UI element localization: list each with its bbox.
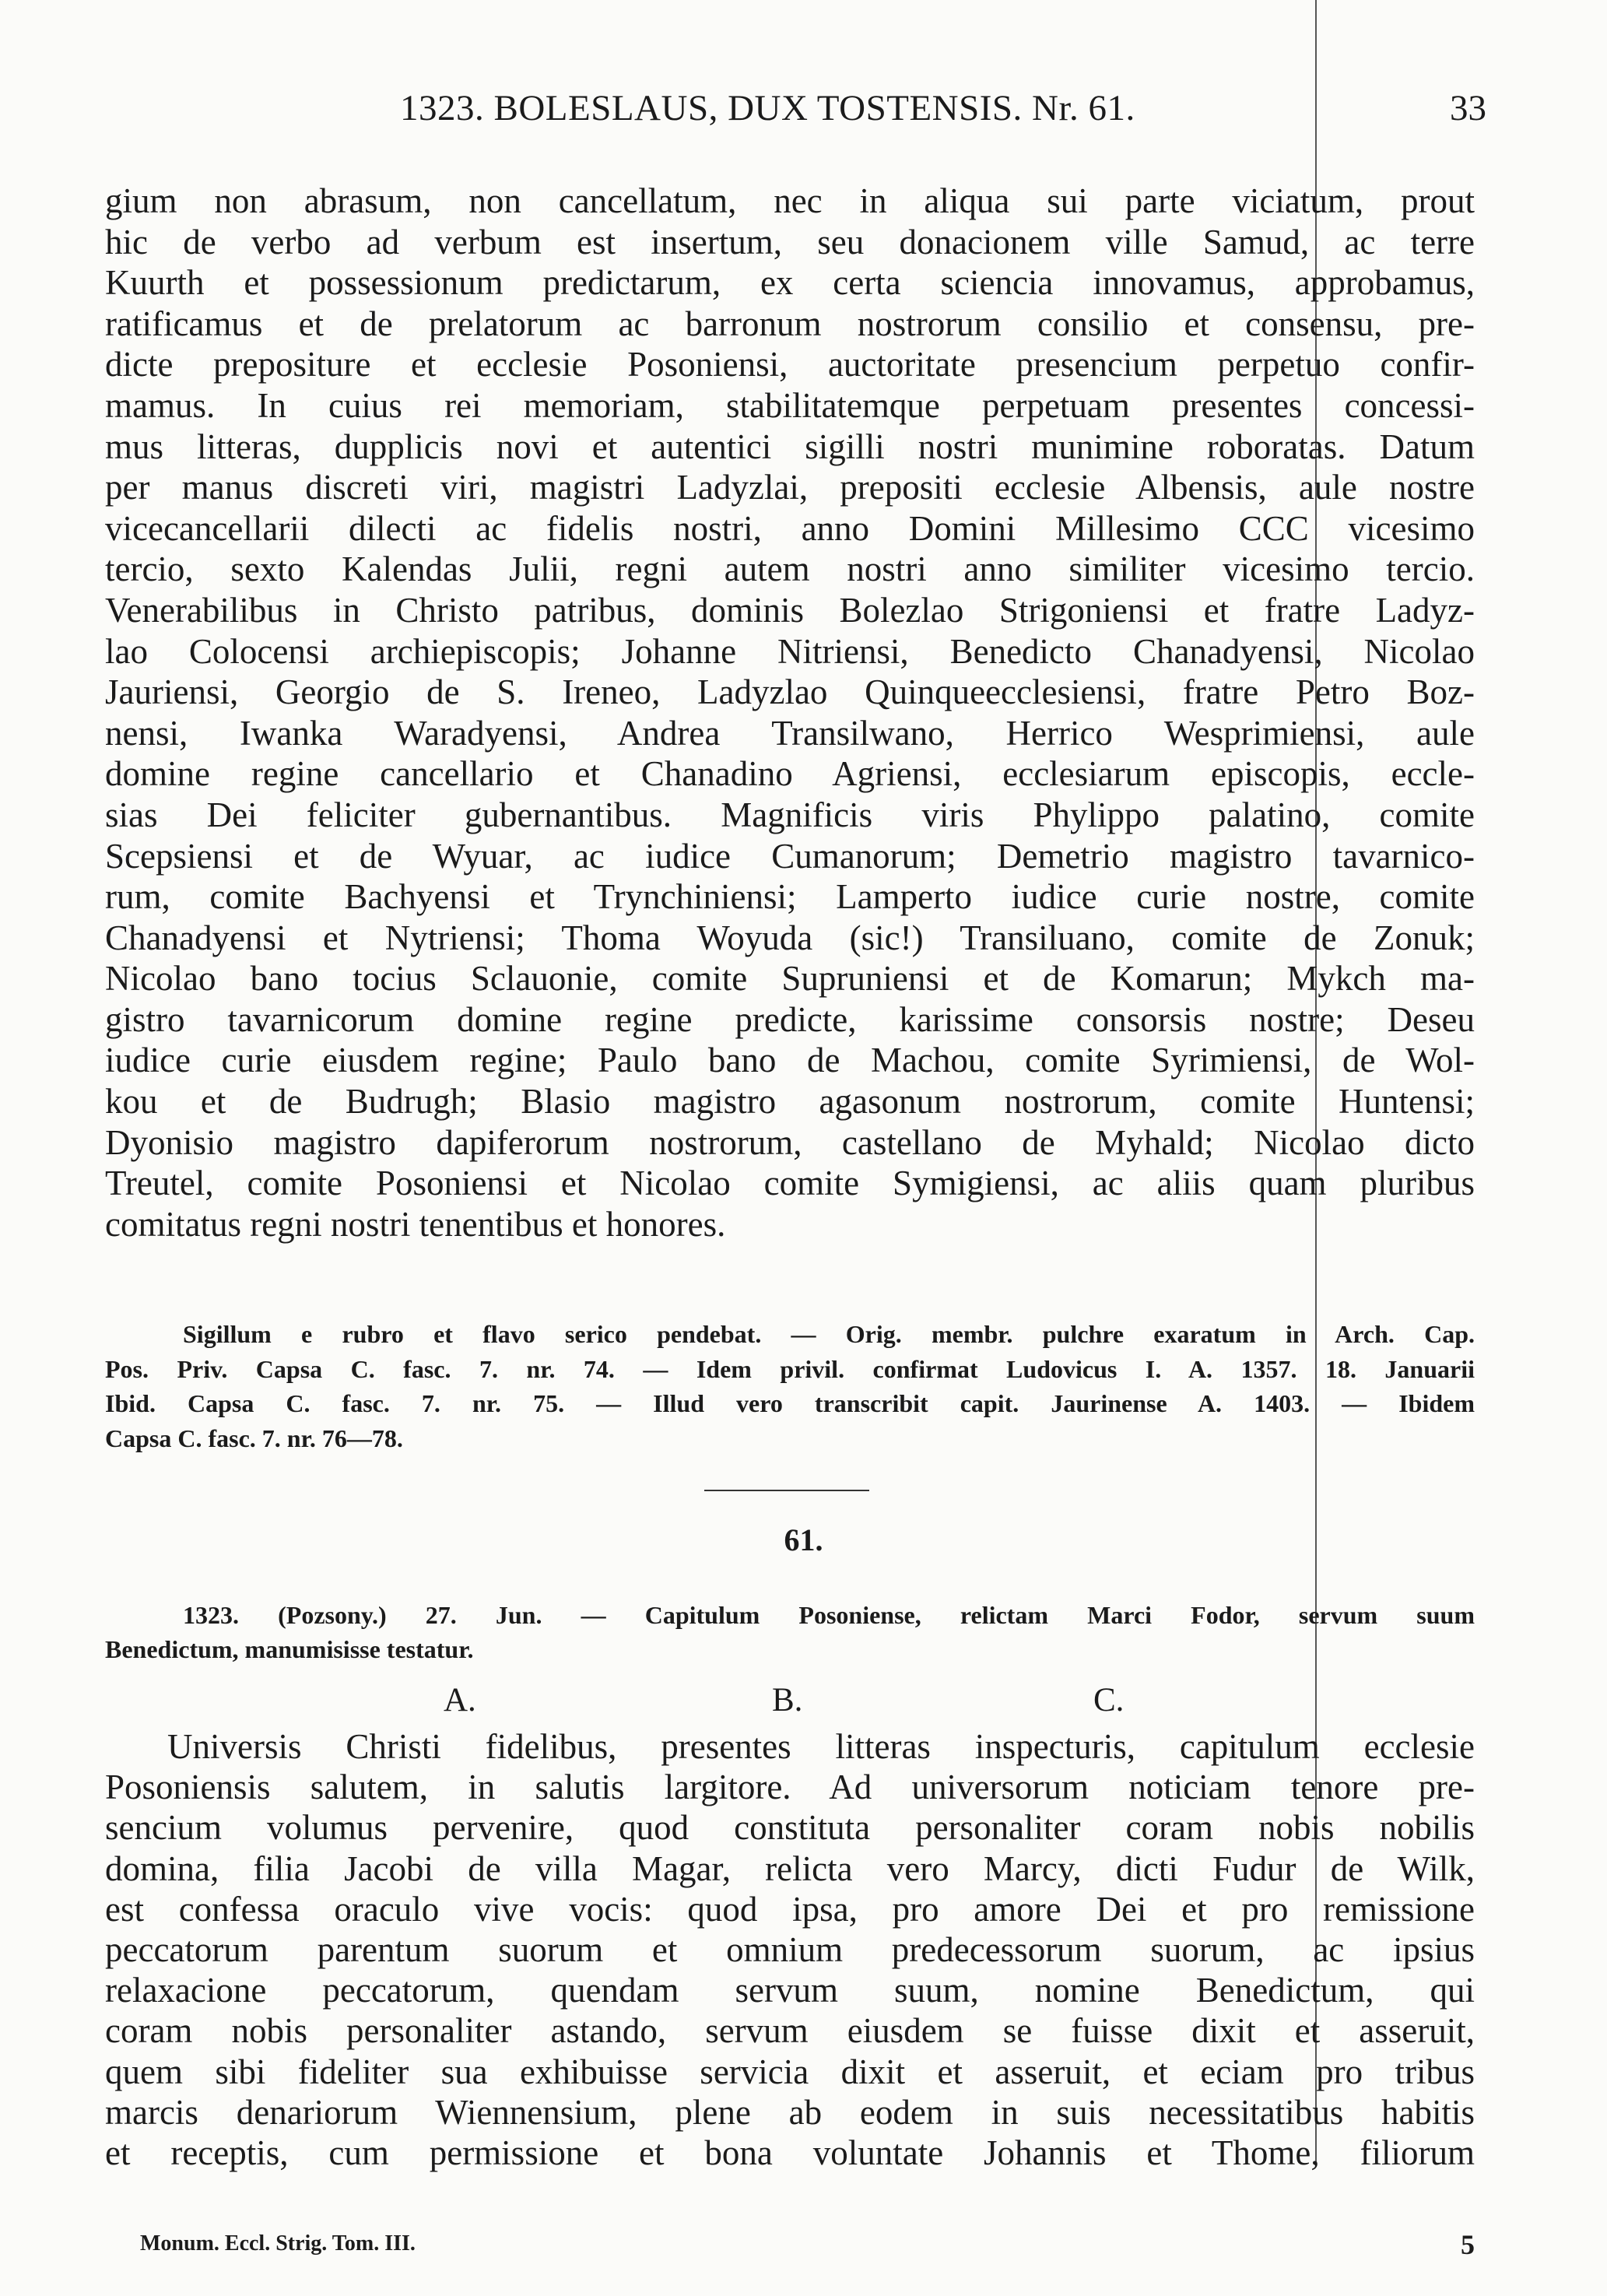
text-line: per manus discreti viri, magistri Ladyzlai, prepositi ecclesie Albensis, aule nostre [105,468,1475,507]
regest-summary [105,1598,1475,1666]
text-line: coram nobis personaliter astando, servum eiusdem se fuisse dixit et asseruit, [105,2011,1475,2051]
text-line: domina, filia Jacobi de villa Magar, relicta vero Marcy, dicti Fudur de Wilk, [105,1848,1475,1888]
note-line: Pos. Priv. Capsa C. fasc. 7. nr. 74. — Idem privil. confirmat Ludovicus I. A. 1357. 18. Januarii [105,1354,1475,1383]
text-line: Jauriensi, Georgio de S. Ireneo, Ladyzlao Quinqueecclesiensi, fratre Petro Boz- [105,672,1475,712]
version-label-b: B. [772,1682,803,1718]
running-header [117,87,1486,134]
text-line: Dyonisio magistro dapiferorum nostrorum, castellano de Myhald; Nicolao dicto [105,1122,1475,1162]
text-line: Nicolao bano tocius Sclauonie, comite Supruniensi et de Komarun; Mykch ma- [105,959,1475,999]
text-line: Kuurth et possessionum predictarum, ex certa sciencia innovamus, approbamus, [105,263,1475,303]
page-footer [140,2231,1475,2263]
note-line: Sigillum e rubro et flavo serico pendebat. — Orig. membr. pulchre exaratum in Arch. Cap. [183,1320,1475,1348]
text-line: sencium volumus pervenire, quod constituta personaliter coram nobis nobilis [105,1808,1475,1848]
note-line: Capsa C. fasc. 7. nr. 76—78. [105,1424,403,1452]
text-line: Posoniensis salutem, in salutis largitore. Ad universorum noticiam tenore pre- [105,1768,1475,1807]
header-title: 1323. BOLESLAUS, DUX TOSTENSIS. Nr. 61. [400,88,1135,128]
charter-text-61 [105,1726,1475,2173]
text-line: Scepsiensi et de Wyuar, ac iudice Cumanorum; Demetrio magistro tavarnico- [105,836,1475,876]
regest-line: 1323. (Pozsony.) 27. Jun. — Capitulum Posoniense, relictam Marci Fodor, servum suum [183,1601,1475,1629]
footer-signature-title: Monum. Eccl. Strig. Tom. III. [140,2231,416,2256]
charter-text-continued [105,181,1475,1245]
text-line: dicte prepositure et ecclesie Posoniensi, auctoritate presencium perpetuo confir- [105,345,1475,384]
text-line: mus litteras, dupplicis novi et autentici sigilli nostri munimine roboratas. Datum [105,427,1475,466]
text-line: gistro tavarnicorum domine regine predicte, karissime consorsis nostre; Deseu [105,999,1475,1039]
text-line: iudice curie eiusdem regine; Paulo bano de Machou, comite Syrimiensi, de Wol- [105,1041,1475,1080]
text-line: lao Colocensi archiepiscopis; Johanne Nitriensi, Benedicto Chanadyensi, Nicolao [105,631,1475,671]
page-number: 33 [1450,88,1486,128]
text-line: quem sibi fideliter sua exhibuisse servicia dixit et asseruit, et eciam pro tribus [105,2052,1475,2091]
text-line: sias Dei feliciter gubernantibus. Magnificis viris Phylippo palatino, comite [105,795,1475,834]
text-line: comitatus regni nostri tenentibus et honores. [105,1204,726,1244]
text-line: tercio, sexto Kalendas Julii, regni autem nostri anno similiter vicesimo tercio. [105,549,1475,589]
source-notes [105,1317,1475,1455]
document-number: 61. [784,1522,823,1557]
text-line: hic de verbo ad verbum est insertum, seu donacionem ville Samud, ac terre [105,222,1475,262]
regest-line: Benedictum, manumisisse testatur. [105,1635,474,1663]
text-line: vicecancellarii dilecti ac fidelis nostri, anno Domini Millesimo CCC vicesimo [105,508,1475,548]
footer-signature-number: 5 [1461,2229,1475,2260]
text-line: relaxacione peccatorum, quendam servum suum, nomine Benedictum, qui [105,1971,1475,2010]
text-line: rum, comite Bachyensi et Trynchiniensi; Lamperto iudice curie nostre, comite [105,877,1475,917]
text-line: domine regine cancellario et Chanadino Agriensi, ecclesiarum episcopis, eccle- [105,754,1475,794]
text-line: Treutel, comite Posoniensi et Nicolao comite Symigiensi, ac aliis quam pluribus [105,1164,1475,1203]
text-line: et receptis, cum permissione et bona voluntate Johannis et Thome, filiorum [105,2133,1475,2173]
text-line: nensi, Iwanka Waradyensi, Andrea Transilwano, Herrico Wesprimiensi, aule [105,713,1475,753]
text-line: peccatorum parentum suorum et omnium predecessorum suorum, ac ipsius [105,1930,1475,1970]
section-divider [704,1490,869,1491]
text-line: Universis Christi fidelibus, presentes litteras inspecturis, capitulum ecclesie [167,1727,1475,1766]
note-line: Ibid. Capsa C. fasc. 7. nr. 75. — Illud vero transcribit capit. Jaurinense A. 1403. — Ibidem [105,1389,1475,1417]
text-line: Chanadyensi et Nytriensi; Thoma Woyuda (sic!) Transiluano, comite de Zonuk; [105,918,1475,957]
text-line: Venerabilibus in Christo patribus, dominis Bolezlao Strigoniensi et fratre Ladyz- [105,590,1475,630]
version-label-c: C. [1093,1682,1125,1718]
text-line: marcis denariorum Wiennensium, plene ab eodem in suis necessitatibus habitis [105,2092,1475,2132]
version-label-a: A. [444,1682,476,1718]
text-line: ratificamus et de prelatorum ac barronum nostrorum consilio et consensu, pre- [105,304,1475,343]
text-line: gium non abrasum, non cancellatum, nec in aliqua sui parte viciatum, prout [105,181,1475,220]
version-labels [0,1681,1607,1728]
text-line: kou et de Budrugh; Blasio magistro agasonum nostrorum, comite Huntensi; [105,1082,1475,1122]
text-line: est confessa oraculo vive vocis: quod ipsa, pro amore Dei et pro remissione [105,1889,1475,1929]
text-line: mamus. In cuius rei memoriam, stabilitatemque perpetuam presentes concessi- [105,385,1475,425]
